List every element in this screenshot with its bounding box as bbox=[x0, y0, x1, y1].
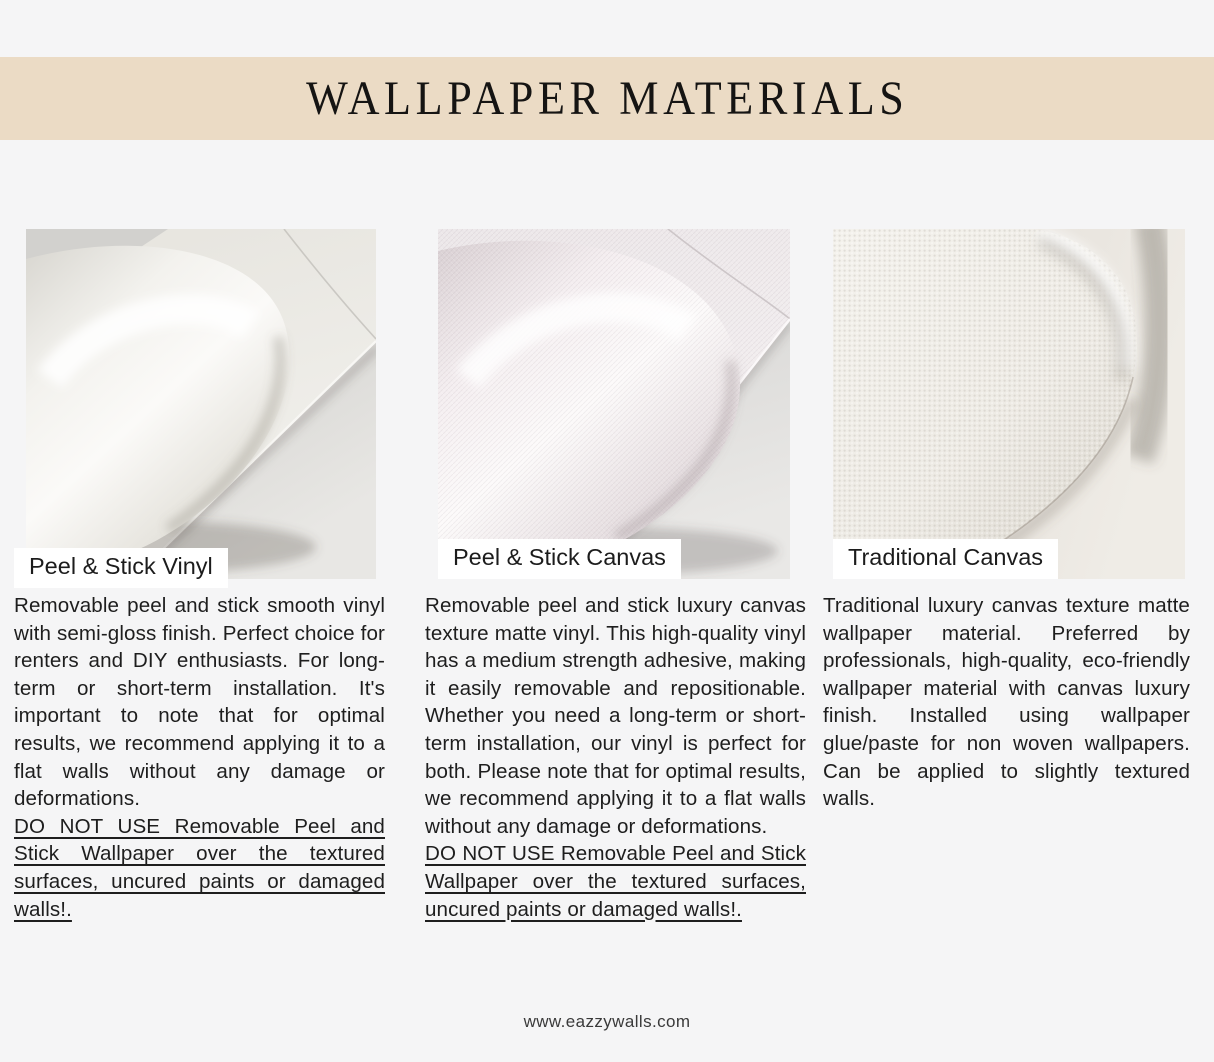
canvas-sample-image bbox=[438, 229, 790, 579]
material-photo-vinyl bbox=[26, 229, 376, 579]
material-description: Removable peel and stick luxury canvas texture matte vinyl. This high-quality vinyl has a medium strength adhesive, making it easily removable and repositionable. Whether you need a long-term or short-term installation, our vinyl is perfect for both. Please note that for optimal results, we recommend applying it to a flat walls without any damage or deformations. bbox=[425, 594, 806, 838]
material-card-peel-stick-vinyl bbox=[14, 229, 385, 923]
material-photo-traditional-canvas bbox=[833, 229, 1185, 579]
material-description: Removable peel and stick smooth vinyl with semi-gloss finish. Perfect choice for renters and DIY enthusiasts. For long-term or short-term installation. It's important to note that for optimal results, we recommend applying it to a flat walls without any damage or deformations. bbox=[14, 594, 385, 811]
page-title: WALLPAPER MATERIALS bbox=[305, 72, 909, 125]
material-card-peel-stick-canvas bbox=[425, 229, 806, 923]
title-band bbox=[0, 57, 1214, 140]
website-url: www.eazzywalls.com bbox=[523, 1012, 691, 1031]
material-label: Peel & Stick Canvas bbox=[438, 539, 681, 579]
material-photo-canvas bbox=[438, 229, 790, 579]
vinyl-sample-image bbox=[26, 229, 376, 579]
material-label: Peel & Stick Vinyl bbox=[14, 548, 228, 588]
material-label: Traditional Canvas bbox=[833, 539, 1058, 579]
traditional-canvas-sample-image bbox=[833, 229, 1185, 579]
material-description: Traditional luxury canvas texture matte wallpaper material. Preferred by professionals, high-quality, eco-friendly wallpaper material with canvas luxury finish. Installed using wallpaper glue/paste for non woven wallpapers. Can be applied to slightly textured walls. bbox=[823, 594, 1190, 811]
material-warning: DO NOT USE Removable Peel and Stick Wallpaper over the textured surfaces, uncured paints or damaged walls!. bbox=[425, 842, 806, 921]
footer bbox=[0, 1012, 1214, 1032]
material-warning: DO NOT USE Removable Peel and Stick Wallpaper over the textured surfaces, uncured paints or damaged walls!. bbox=[14, 814, 385, 921]
material-card-traditional-canvas bbox=[823, 229, 1190, 813]
